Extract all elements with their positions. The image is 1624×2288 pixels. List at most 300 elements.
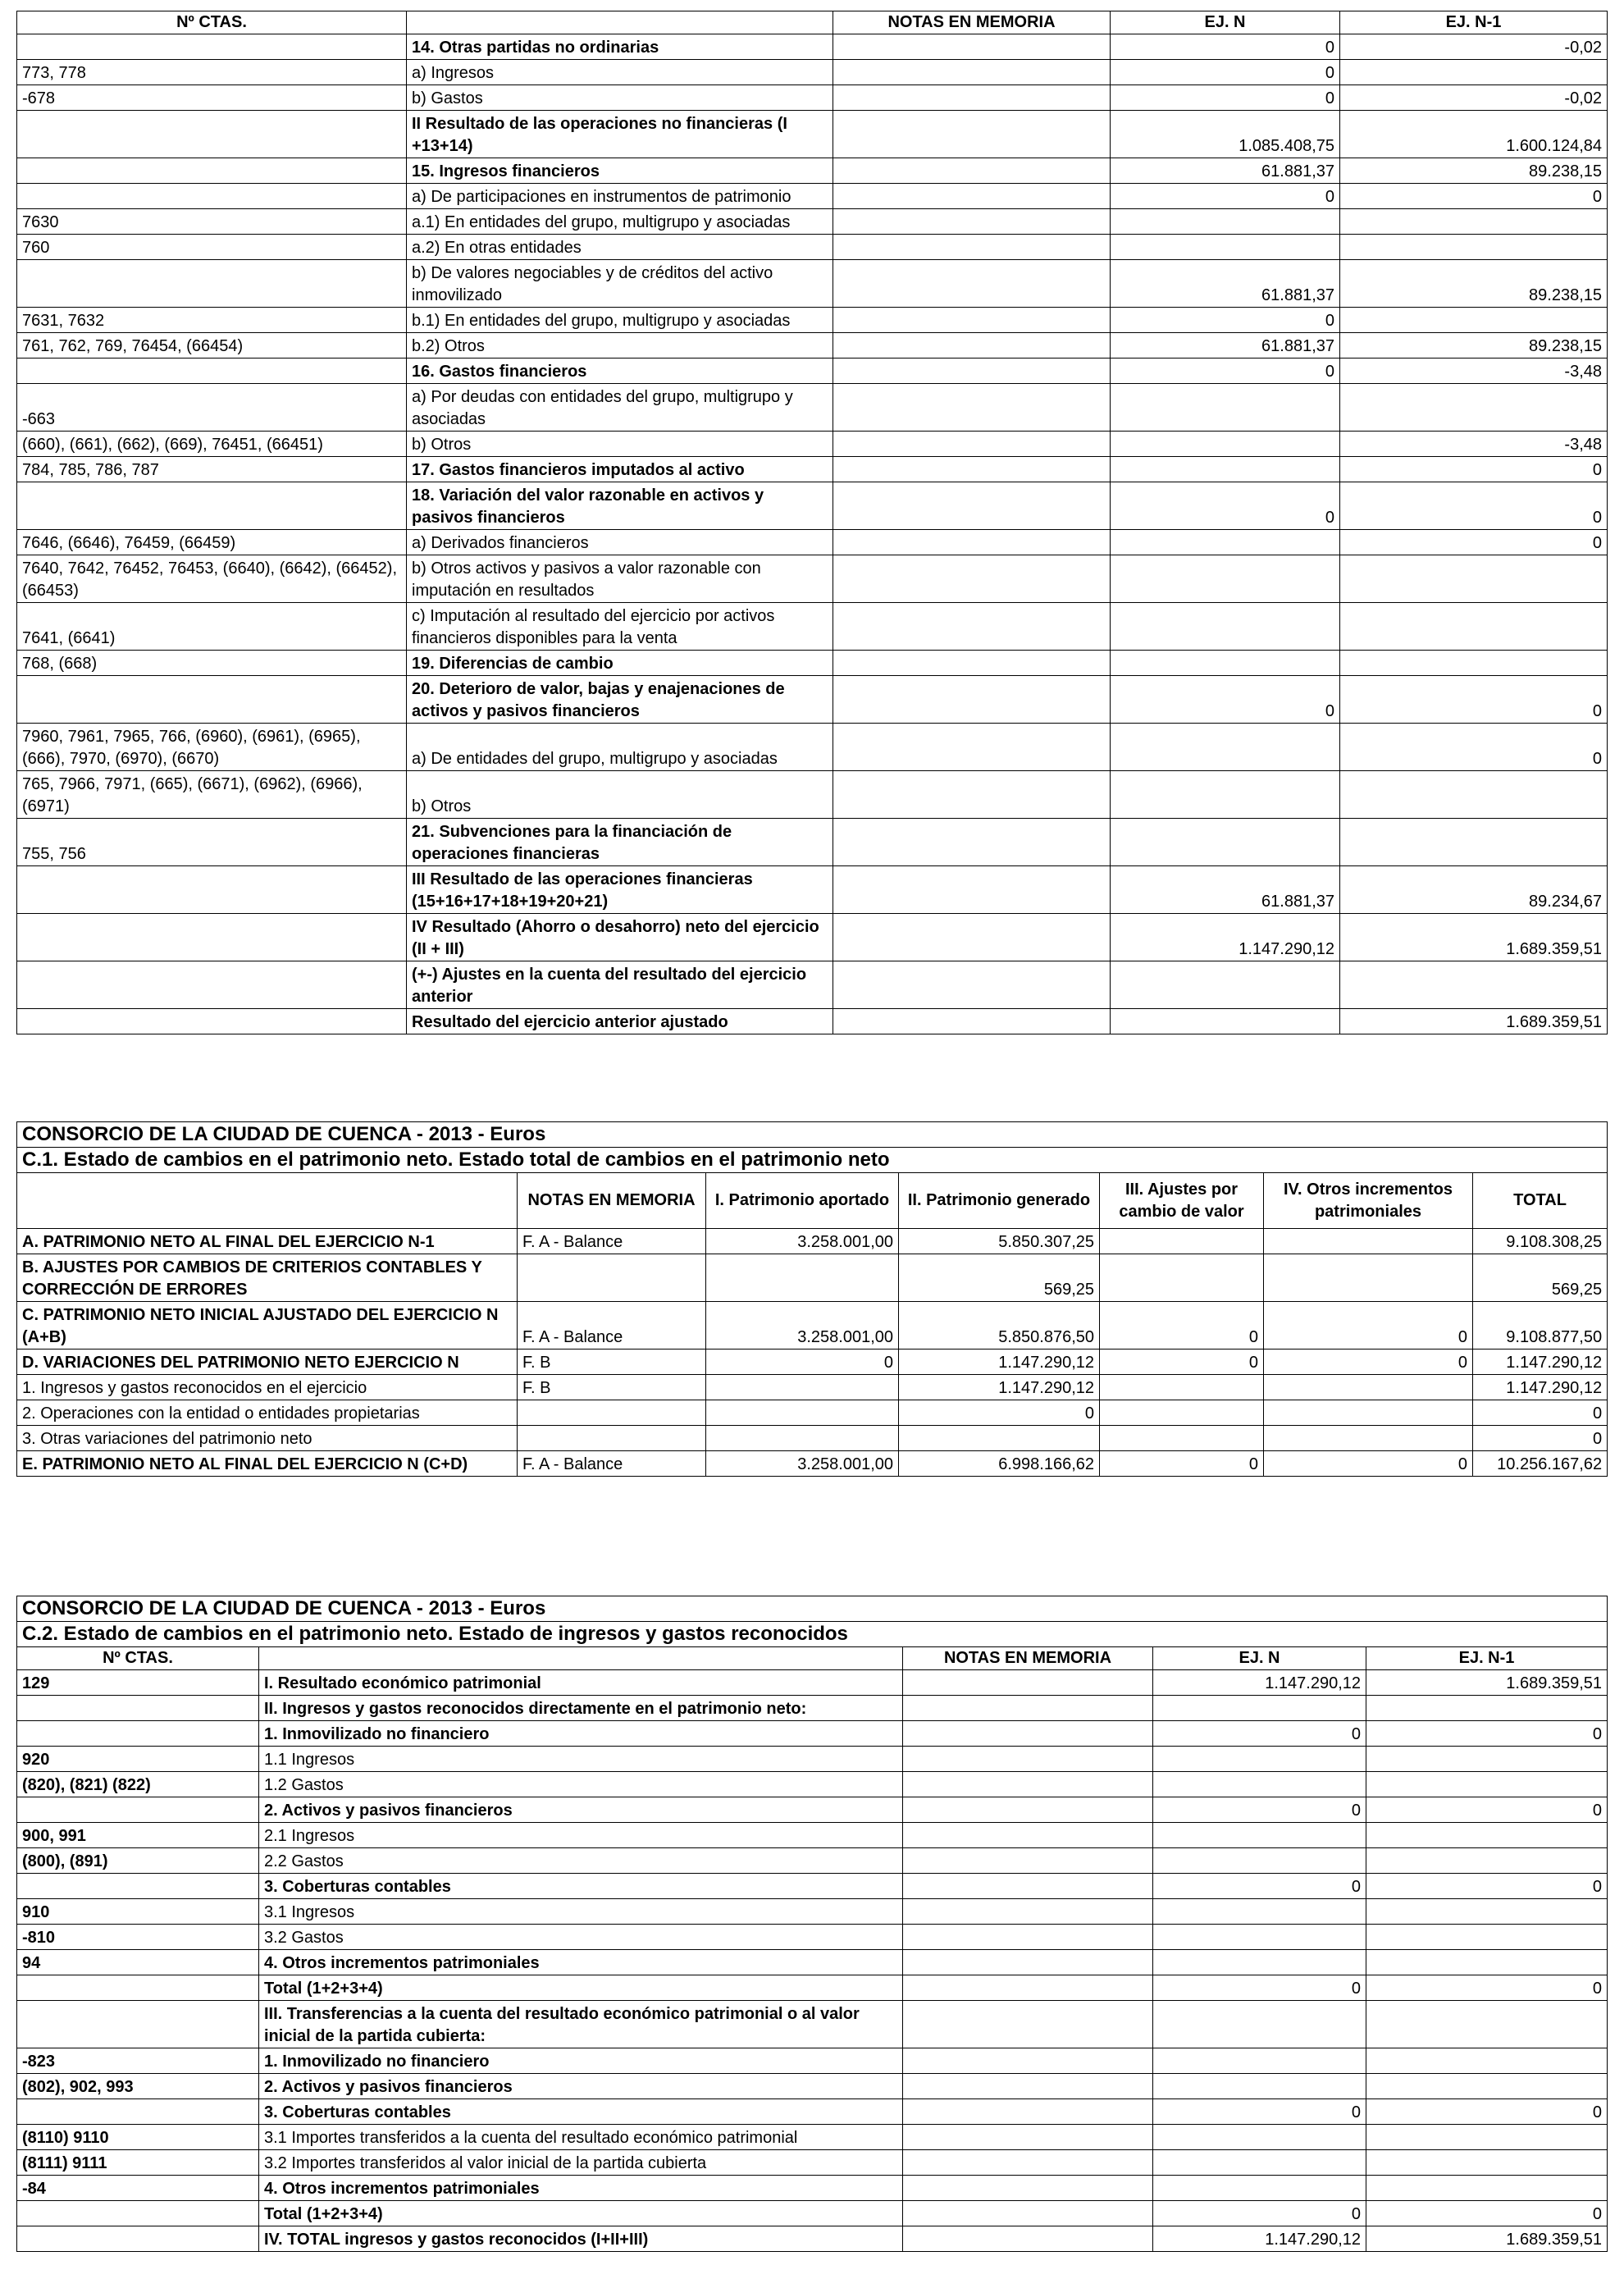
memory-note — [903, 2125, 1153, 2150]
table-row — [17, 457, 1608, 482]
value-ej-n1: 89.234,67 — [1340, 866, 1608, 914]
row-description: C. PATRIMONIO NETO INICIAL AJUSTADO DEL EJERCICIO N (A+B) — [17, 1302, 518, 1350]
value-ej-n1 — [1366, 1848, 1608, 1874]
value-ej-n: 0 — [1111, 184, 1340, 209]
row-description: b) Otros — [407, 771, 833, 819]
value-ej-n1 — [1340, 771, 1608, 819]
value-total: 0 — [1473, 1426, 1608, 1451]
col-header-ej-n: EJ. N — [1153, 1647, 1366, 1670]
memory-note — [833, 60, 1111, 85]
value-patrimonio-aportado: 3.258.001,00 — [706, 1229, 899, 1254]
row-description: 19. Diferencias de cambio — [407, 651, 833, 676]
memory-note — [833, 260, 1111, 308]
memory-note — [833, 724, 1111, 771]
table-row — [17, 866, 1608, 914]
value-ej-n — [1153, 2125, 1366, 2150]
account-codes — [17, 2226, 259, 2252]
value-ej-n — [1111, 384, 1340, 432]
memory-note — [903, 2048, 1153, 2074]
value-patrimonio-aportado: 3.258.001,00 — [706, 1302, 899, 1350]
table-header-row — [17, 11, 1608, 34]
row-description: 2. Operaciones con la entidad o entidades propietarias — [17, 1400, 518, 1426]
memory-note — [833, 530, 1111, 555]
memory-note — [903, 2074, 1153, 2099]
value-ej-n — [1153, 1823, 1366, 1848]
memory-note — [903, 1747, 1153, 1772]
result-table — [16, 11, 1608, 1034]
memory-note — [518, 1426, 706, 1451]
row-description: 4. Otros incrementos patrimoniales — [259, 1950, 903, 1975]
value-ej-n: 0 — [1153, 1797, 1366, 1823]
row-description: IV Resultado (Ahorro o desahorro) neto del ejercicio (II + III) — [407, 914, 833, 961]
account-codes: 94 — [17, 1950, 259, 1975]
value-ej-n1: 89.238,15 — [1340, 260, 1608, 308]
account-codes: 7640, 7642, 76452, 76453, (6640), (6642), (66452), (66453) — [17, 555, 407, 603]
table-row — [17, 1721, 1608, 1747]
patrimonio-neto-table-body — [17, 1229, 1608, 1477]
value-ej-n1 — [1340, 308, 1608, 333]
account-codes — [17, 1696, 259, 1721]
account-codes — [17, 961, 407, 1009]
value-ajustes — [1100, 1426, 1264, 1451]
value-ej-n: 1.147.290,12 — [1153, 1670, 1366, 1696]
value-ej-n: 61.881,37 — [1111, 866, 1340, 914]
account-codes: 760 — [17, 235, 407, 260]
row-description: Total (1+2+3+4) — [259, 1975, 903, 2001]
account-codes — [17, 2001, 259, 2048]
row-description: 20. Deterioro de valor, bajas y enajenaciones de activos y pasivos financieros — [407, 676, 833, 724]
row-description: a) Derivados financieros — [407, 530, 833, 555]
value-total: 1.147.290,12 — [1473, 1350, 1608, 1375]
row-description: b) Otros — [407, 432, 833, 457]
table-row — [17, 1925, 1608, 1950]
row-description: B. AJUSTES POR CAMBIOS DE CRITERIOS CONTABLES Y CORRECCIÓN DE ERRORES — [17, 1254, 518, 1302]
value-otros-incrementos: 0 — [1264, 1451, 1473, 1477]
memory-note: F. A - Balance — [518, 1302, 706, 1350]
account-codes — [17, 2099, 259, 2125]
table-row — [17, 1400, 1608, 1426]
value-ej-n — [1111, 724, 1340, 771]
account-codes: -810 — [17, 1925, 259, 1950]
value-ajustes: 0 — [1100, 1350, 1264, 1375]
value-ej-n — [1111, 235, 1340, 260]
table-row — [17, 2150, 1608, 2176]
row-description: III Resultado de las operaciones financieras (15+16+17+18+19+20+21) — [407, 866, 833, 914]
table-row — [17, 60, 1608, 85]
row-description: b) Otros activos y pasivos a valor razonable con imputación en resultados — [407, 555, 833, 603]
value-ajustes — [1100, 1254, 1264, 1302]
table-row — [17, 1229, 1608, 1254]
account-codes — [17, 866, 407, 914]
memory-note — [903, 1950, 1153, 1975]
row-description: I. Resultado económico patrimonial — [259, 1670, 903, 1696]
row-description: E. PATRIMONIO NETO AL FINAL DEL EJERCICIO N (C+D) — [17, 1451, 518, 1477]
col-header-cuentas: Nº CTAS. — [17, 11, 407, 34]
memory-note — [833, 158, 1111, 184]
row-description: 1. Inmovilizado no financiero — [259, 1721, 903, 1747]
value-total: 569,25 — [1473, 1254, 1608, 1302]
value-otros-incrementos — [1264, 1254, 1473, 1302]
value-ej-n1: -0,02 — [1340, 85, 1608, 111]
account-codes: 920 — [17, 1747, 259, 1772]
row-description: b.1) En entidades del grupo, multigrupo y asociadas — [407, 308, 833, 333]
table-subtitle: C.2. Estado de cambios en el patrimonio neto. Estado de ingresos y gastos reconocidos — [17, 1622, 1608, 1647]
row-description: A. PATRIMONIO NETO AL FINAL DEL EJERCICIO N-1 — [17, 1229, 518, 1254]
value-ej-n1 — [1366, 2176, 1608, 2201]
result-table-body — [17, 34, 1608, 1034]
table-row — [17, 184, 1608, 209]
table-row — [17, 961, 1608, 1009]
value-ej-n1 — [1340, 603, 1608, 651]
value-ej-n — [1153, 2001, 1366, 2048]
value-ej-n — [1111, 771, 1340, 819]
row-description: a) De participaciones en instrumentos de patrimonio — [407, 184, 833, 209]
row-description: 3. Coberturas contables — [259, 2099, 903, 2125]
value-ej-n1 — [1340, 961, 1608, 1009]
value-ej-n1: 1.689.359,51 — [1340, 1009, 1608, 1034]
memory-note — [833, 209, 1111, 235]
table-row — [17, 1772, 1608, 1797]
row-description: 2. Activos y pasivos financieros — [259, 1797, 903, 1823]
account-codes: -678 — [17, 85, 407, 111]
memory-note — [833, 819, 1111, 866]
table-header-row — [17, 1173, 1608, 1229]
table-row — [17, 2176, 1608, 2201]
account-codes: -84 — [17, 2176, 259, 2201]
row-description: 3.2 Gastos — [259, 1925, 903, 1950]
value-ej-n1: 0 — [1340, 184, 1608, 209]
memory-note — [833, 676, 1111, 724]
table-row — [17, 308, 1608, 333]
account-codes — [17, 111, 407, 158]
value-ej-n1: 1.689.359,51 — [1340, 914, 1608, 961]
value-ej-n — [1111, 209, 1340, 235]
value-ej-n: 0 — [1153, 2201, 1366, 2226]
value-ej-n: 1.147.290,12 — [1153, 2226, 1366, 2252]
value-ajustes — [1100, 1375, 1264, 1400]
value-ej-n1 — [1366, 1747, 1608, 1772]
account-codes: 761, 762, 769, 76454, (66454) — [17, 333, 407, 358]
row-description: 14. Otras partidas no ordinarias — [407, 34, 833, 60]
value-ej-n — [1111, 555, 1340, 603]
value-ej-n1: 0 — [1340, 676, 1608, 724]
value-ej-n1 — [1366, 1823, 1608, 1848]
row-description: 3. Coberturas contables — [259, 1874, 903, 1899]
value-ej-n — [1153, 1925, 1366, 1950]
account-codes: 768, (668) — [17, 651, 407, 676]
account-codes: -663 — [17, 384, 407, 432]
account-codes: 765, 7966, 7971, (665), (6671), (6962), (6966), (6971) — [17, 771, 407, 819]
memory-note — [903, 2226, 1153, 2252]
memory-note — [833, 358, 1111, 384]
value-ajustes — [1100, 1229, 1264, 1254]
table-row — [17, 1747, 1608, 1772]
memory-note — [833, 482, 1111, 530]
table-row — [17, 1350, 1608, 1375]
value-ej-n — [1111, 819, 1340, 866]
value-ej-n — [1153, 1848, 1366, 1874]
account-codes: 755, 756 — [17, 819, 407, 866]
account-codes — [17, 1009, 407, 1034]
value-ej-n: 0 — [1111, 358, 1340, 384]
col-header-ajustes: III. Ajustes por cambio de valor — [1100, 1173, 1264, 1229]
memory-note — [833, 308, 1111, 333]
value-ej-n1 — [1366, 1925, 1608, 1950]
table-row — [17, 1950, 1608, 1975]
table-row — [17, 85, 1608, 111]
row-description: 1.1 Ingresos — [259, 1747, 903, 1772]
account-codes: 900, 991 — [17, 1823, 259, 1848]
value-ej-n1: 0 — [1366, 1797, 1608, 1823]
memory-note — [833, 235, 1111, 260]
table-subtitle-row — [17, 1148, 1608, 1173]
value-ej-n1: -3,48 — [1340, 432, 1608, 457]
account-codes — [17, 1975, 259, 2001]
account-codes: 7641, (6641) — [17, 603, 407, 651]
col-header-concepto — [17, 1173, 518, 1229]
patrimonio-neto-table — [16, 1121, 1608, 1477]
col-header-notas: NOTAS EN MEMORIA — [903, 1647, 1153, 1670]
value-ej-n: 1.085.408,75 — [1111, 111, 1340, 158]
account-codes: 7960, 7961, 7965, 766, (6960), (6961), (6965), (666), 7970, (6970), (6670) — [17, 724, 407, 771]
value-otros-incrementos — [1264, 1426, 1473, 1451]
table-title: CONSORCIO DE LA CIUDAD DE CUENCA - 2013 - Euros — [17, 1122, 1608, 1148]
table-row — [17, 2048, 1608, 2074]
memory-note — [833, 1009, 1111, 1034]
memory-note — [833, 961, 1111, 1009]
memory-note — [903, 1925, 1153, 1950]
table-row — [17, 260, 1608, 308]
col-header-ej-n1: EJ. N-1 — [1340, 11, 1608, 34]
value-ej-n: 0 — [1111, 85, 1340, 111]
value-total: 1.147.290,12 — [1473, 1375, 1608, 1400]
value-ej-n1 — [1366, 2048, 1608, 2074]
row-description: 3. Otras variaciones del patrimonio neto — [17, 1426, 518, 1451]
table-row — [17, 2099, 1608, 2125]
memory-note — [833, 184, 1111, 209]
table-row — [17, 819, 1608, 866]
memory-note — [903, 2176, 1153, 2201]
account-codes: (660), (661), (662), (669), 76451, (66451) — [17, 432, 407, 457]
value-ej-n1: 1.689.359,51 — [1366, 2226, 1608, 2252]
value-ej-n: 61.881,37 — [1111, 260, 1340, 308]
col-header-ej-n1: EJ. N-1 — [1366, 1647, 1608, 1670]
table-row — [17, 914, 1608, 961]
row-description: 18. Variación del valor razonable en activos y pasivos financieros — [407, 482, 833, 530]
value-total: 9.108.308,25 — [1473, 1229, 1608, 1254]
account-codes: (820), (821) (822) — [17, 1772, 259, 1797]
value-ej-n1: 0 — [1366, 1975, 1608, 2001]
table-row — [17, 1823, 1608, 1848]
row-description: a) Por deudas con entidades del grupo, multigrupo y asociadas — [407, 384, 833, 432]
memory-note — [903, 2201, 1153, 2226]
value-ej-n: 0 — [1111, 34, 1340, 60]
memory-note — [903, 2099, 1153, 2125]
col-header-ej-n: EJ. N — [1111, 11, 1340, 34]
table-row — [17, 384, 1608, 432]
table-row — [17, 1874, 1608, 1899]
value-ej-n — [1111, 432, 1340, 457]
table-row — [17, 34, 1608, 60]
table-title-row — [17, 1122, 1608, 1148]
account-codes: (802), 902, 993 — [17, 2074, 259, 2099]
value-ej-n — [1153, 2176, 1366, 2201]
table-row — [17, 333, 1608, 358]
row-description: a) De entidades del grupo, multigrupo y asociadas — [407, 724, 833, 771]
col-header-notas: NOTAS EN MEMORIA — [833, 11, 1111, 34]
value-patrimonio-generado: 5.850.876,50 — [899, 1302, 1100, 1350]
value-ej-n: 1.147.290,12 — [1111, 914, 1340, 961]
col-header-total: TOTAL — [1473, 1173, 1608, 1229]
memory-note — [903, 1696, 1153, 1721]
value-otros-incrementos: 0 — [1264, 1350, 1473, 1375]
value-ej-n — [1111, 603, 1340, 651]
memory-note — [903, 1823, 1153, 1848]
value-ej-n — [1111, 1009, 1340, 1034]
memory-note — [903, 1670, 1153, 1696]
table-row — [17, 651, 1608, 676]
col-header-descripcion — [259, 1647, 903, 1670]
account-codes — [17, 358, 407, 384]
col-header-otros-incrementos: IV. Otros incrementos patrimoniales — [1264, 1173, 1473, 1229]
value-ej-n — [1153, 1950, 1366, 1975]
table-row — [17, 482, 1608, 530]
memory-note — [903, 1772, 1153, 1797]
account-codes — [17, 1874, 259, 1899]
value-ej-n1: 0 — [1366, 1874, 1608, 1899]
memory-note — [833, 85, 1111, 111]
value-patrimonio-generado: 6.998.166,62 — [899, 1451, 1100, 1477]
value-patrimonio-generado: 1.147.290,12 — [899, 1375, 1100, 1400]
table-row — [17, 1696, 1608, 1721]
table-row — [17, 1375, 1608, 1400]
table-row — [17, 432, 1608, 457]
value-ej-n — [1153, 1696, 1366, 1721]
memory-note — [833, 111, 1111, 158]
table-row — [17, 2226, 1608, 2252]
row-description: 21. Subvenciones para la financiación de operaciones financieras — [407, 819, 833, 866]
value-patrimonio-generado: 569,25 — [899, 1254, 1100, 1302]
account-codes — [17, 1721, 259, 1747]
table-row — [17, 1302, 1608, 1350]
account-codes — [17, 260, 407, 308]
value-ej-n: 0 — [1153, 1975, 1366, 2001]
table-row — [17, 1451, 1608, 1477]
account-codes: 910 — [17, 1899, 259, 1925]
value-ej-n1: 1.689.359,51 — [1366, 1670, 1608, 1696]
value-ej-n1: 1.600.124,84 — [1340, 111, 1608, 158]
value-ej-n1: 0 — [1340, 457, 1608, 482]
memory-note: F. B — [518, 1375, 706, 1400]
row-description: a) Ingresos — [407, 60, 833, 85]
value-ej-n1 — [1366, 2125, 1608, 2150]
row-description: 2.2 Gastos — [259, 1848, 903, 1874]
row-description: Resultado del ejercicio anterior ajustado — [407, 1009, 833, 1034]
row-description: 1.2 Gastos — [259, 1772, 903, 1797]
memory-note: F. A - Balance — [518, 1229, 706, 1254]
table-row — [17, 358, 1608, 384]
row-description: Total (1+2+3+4) — [259, 2201, 903, 2226]
table-row — [17, 530, 1608, 555]
value-patrimonio-generado: 5.850.307,25 — [899, 1229, 1100, 1254]
account-codes: 7631, 7632 — [17, 308, 407, 333]
ingresos-gastos-table-body — [17, 1670, 1608, 2252]
memory-note — [833, 771, 1111, 819]
value-patrimonio-aportado: 0 — [706, 1350, 899, 1375]
account-codes: 773, 778 — [17, 60, 407, 85]
table-row — [17, 1254, 1608, 1302]
value-ej-n: 0 — [1111, 676, 1340, 724]
col-header-notas: NOTAS EN MEMORIA — [518, 1173, 706, 1229]
account-codes: (8111) 9111 — [17, 2150, 259, 2176]
table-row — [17, 1009, 1608, 1034]
account-codes — [17, 676, 407, 724]
row-description: c) Imputación al resultado del ejercicio por activos financieros disponibles para la venta — [407, 603, 833, 651]
row-description: 17. Gastos financieros imputados al activo — [407, 457, 833, 482]
memory-note — [833, 555, 1111, 603]
memory-note — [518, 1400, 706, 1426]
value-patrimonio-aportado — [706, 1375, 899, 1400]
value-ej-n1: 0 — [1340, 482, 1608, 530]
value-ej-n1 — [1366, 1950, 1608, 1975]
table-row — [17, 676, 1608, 724]
value-ej-n1 — [1340, 555, 1608, 603]
value-ej-n1 — [1340, 651, 1608, 676]
row-description: a.2) En otras entidades — [407, 235, 833, 260]
table-row — [17, 1797, 1608, 1823]
value-patrimonio-generado — [899, 1426, 1100, 1451]
account-codes — [17, 158, 407, 184]
row-description: 3.1 Ingresos — [259, 1899, 903, 1925]
table-row — [17, 603, 1608, 651]
value-ajustes: 0 — [1100, 1302, 1264, 1350]
table-subtitle-row — [17, 1622, 1608, 1647]
value-patrimonio-generado: 0 — [899, 1400, 1100, 1426]
account-codes — [17, 482, 407, 530]
value-ej-n1: 89.238,15 — [1340, 158, 1608, 184]
memory-note: F. A - Balance — [518, 1451, 706, 1477]
value-otros-incrementos: 0 — [1264, 1302, 1473, 1350]
value-patrimonio-aportado — [706, 1254, 899, 1302]
value-ej-n1: 0 — [1366, 2201, 1608, 2226]
row-description: IV. TOTAL ingresos y gastos reconocidos (I+II+III) — [259, 2226, 903, 2252]
value-ej-n1: -3,48 — [1340, 358, 1608, 384]
memory-note — [833, 866, 1111, 914]
value-ej-n — [1153, 1899, 1366, 1925]
row-description: 4. Otros incrementos patrimoniales — [259, 2176, 903, 2201]
table-row — [17, 1670, 1608, 1696]
row-description: 1. Inmovilizado no financiero — [259, 2048, 903, 2074]
account-codes — [17, 34, 407, 60]
row-description: a.1) En entidades del grupo, multigrupo y asociadas — [407, 209, 833, 235]
memory-note: F. B — [518, 1350, 706, 1375]
account-codes: (8110) 9110 — [17, 2125, 259, 2150]
col-header-patrimonio-generado: II. Patrimonio generado — [899, 1173, 1100, 1229]
memory-note — [903, 2001, 1153, 2048]
table-row — [17, 1848, 1608, 1874]
memory-note — [833, 603, 1111, 651]
memory-note — [903, 1899, 1153, 1925]
table-row — [17, 2201, 1608, 2226]
account-codes: (800), (891) — [17, 1848, 259, 1874]
value-ej-n: 0 — [1153, 1721, 1366, 1747]
memory-note — [903, 1797, 1153, 1823]
value-patrimonio-generado: 1.147.290,12 — [899, 1350, 1100, 1375]
value-patrimonio-aportado — [706, 1400, 899, 1426]
memory-note — [903, 1721, 1153, 1747]
account-codes: -823 — [17, 2048, 259, 2074]
table-row — [17, 1975, 1608, 2001]
